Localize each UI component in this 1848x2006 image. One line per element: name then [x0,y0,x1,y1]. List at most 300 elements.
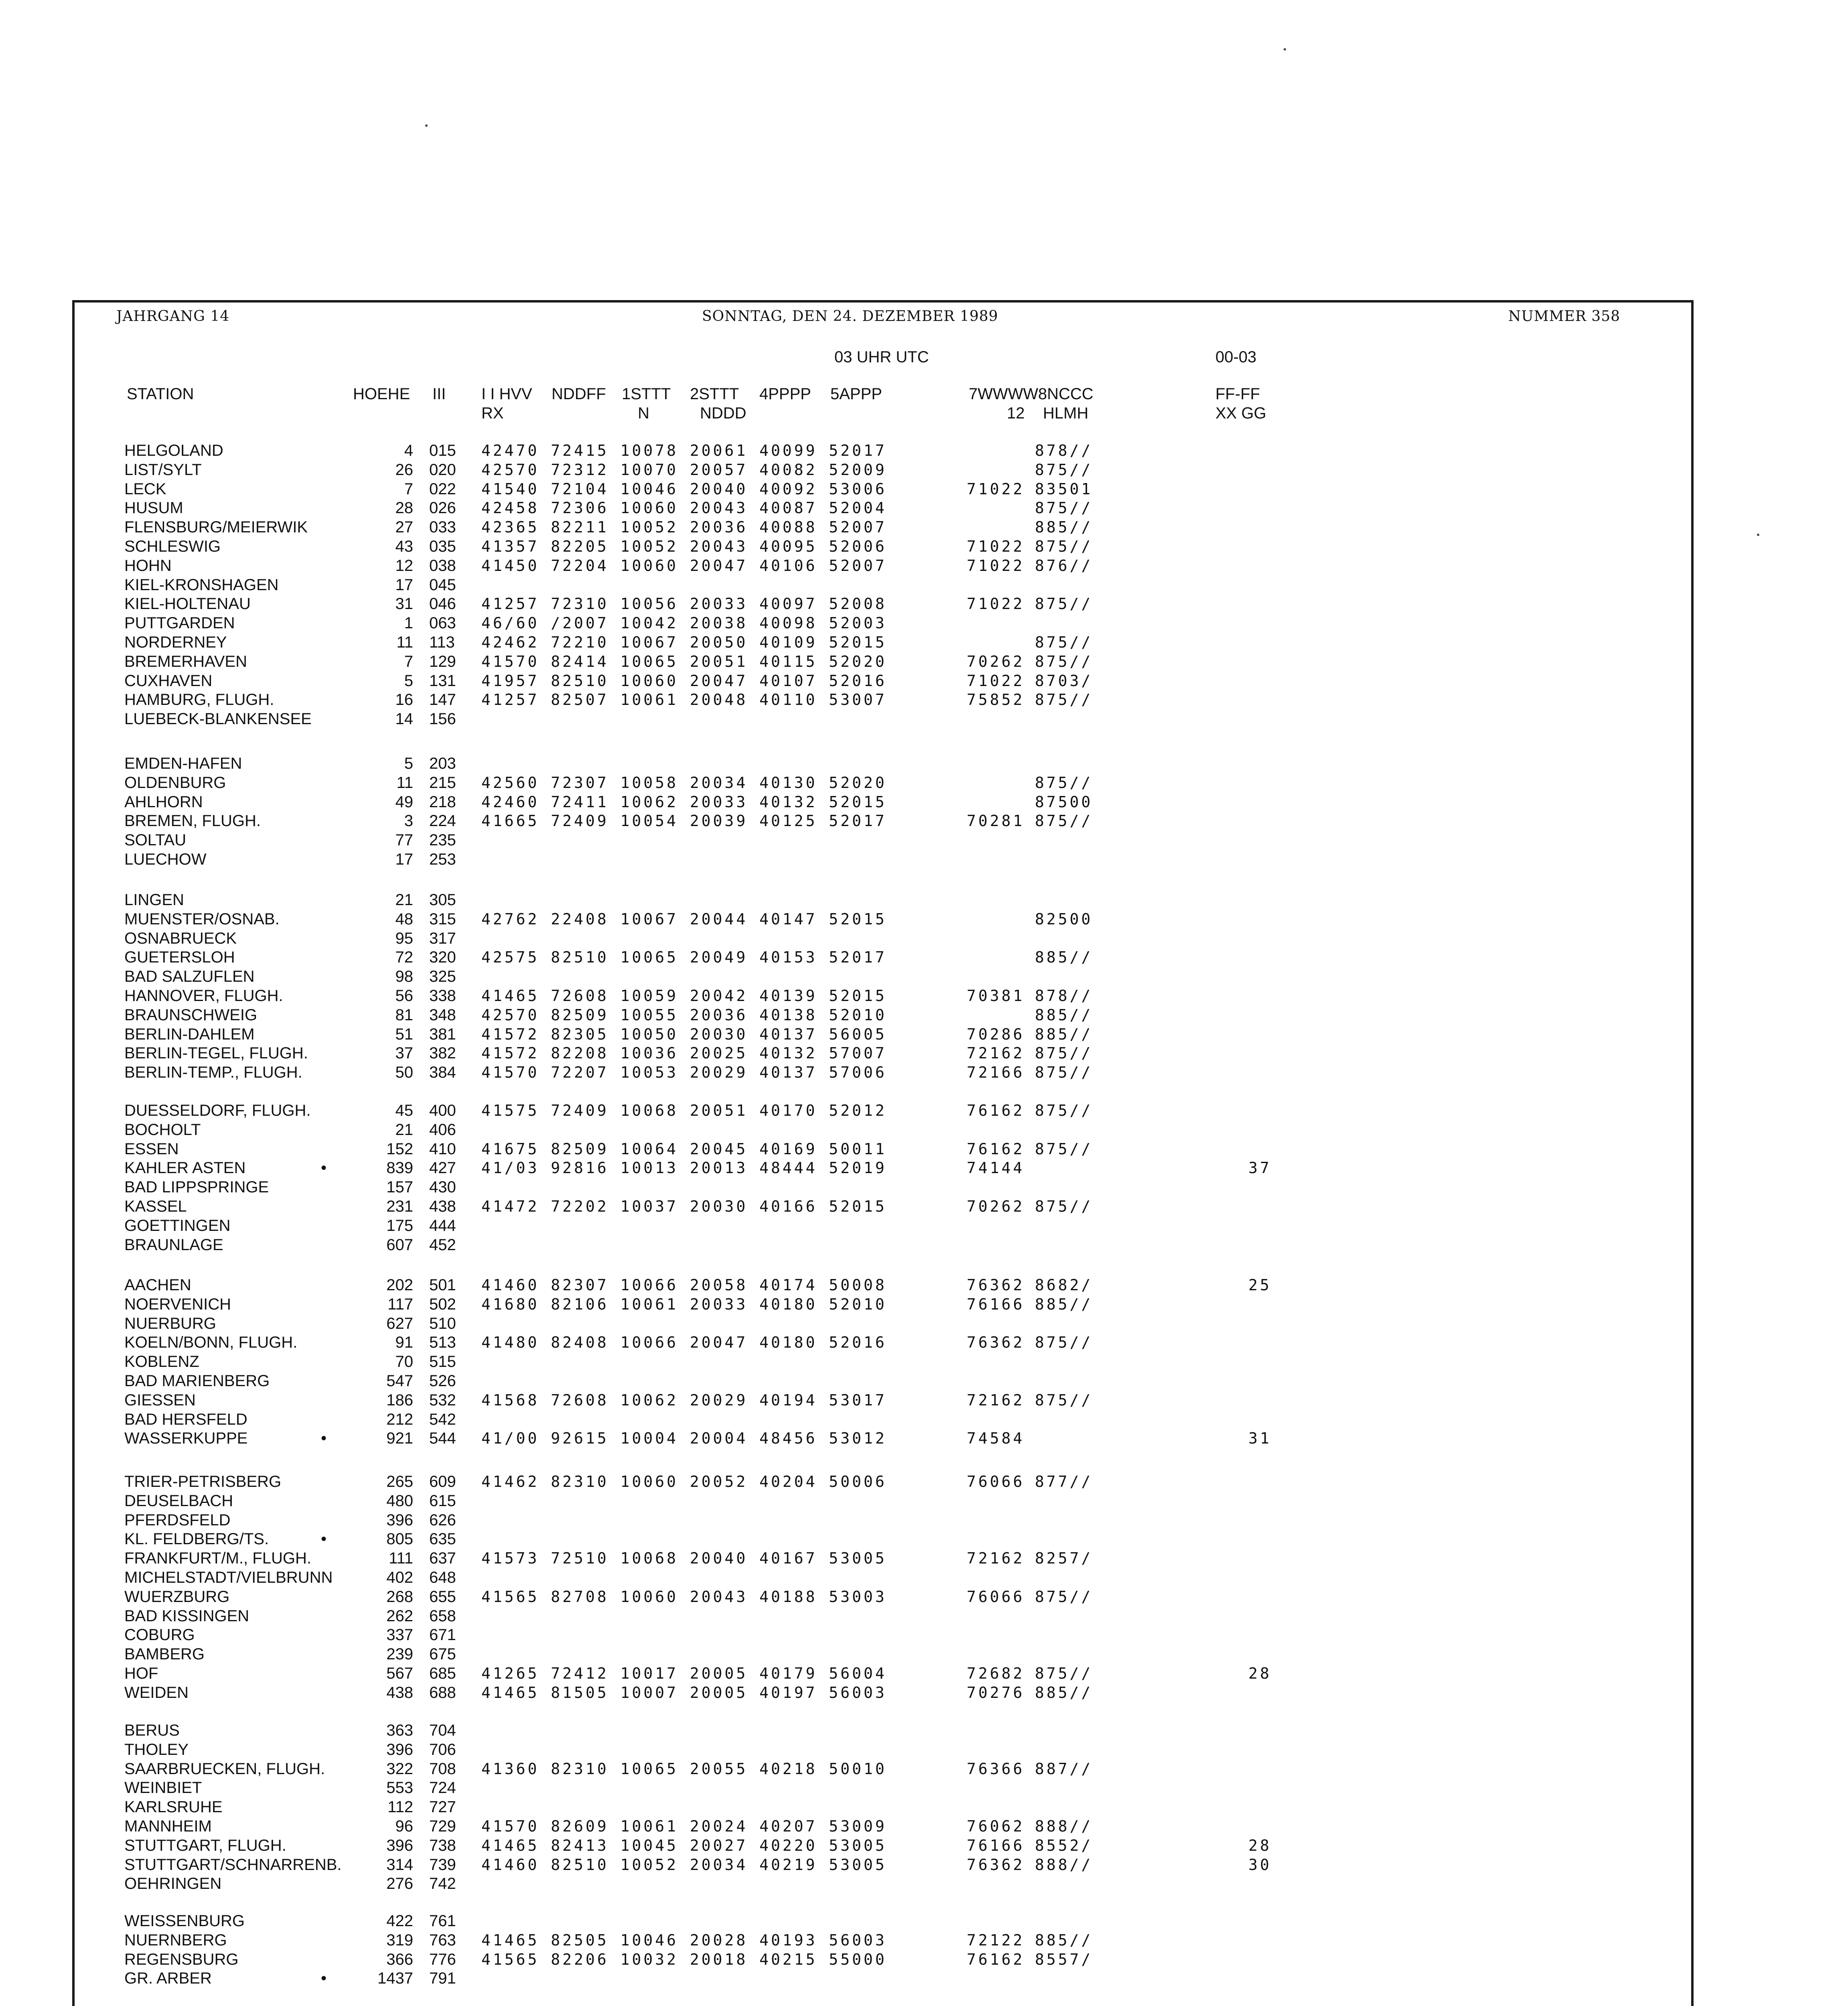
station-id: 544 [429,1429,456,1447]
mountain-marker: • [321,1429,327,1447]
col-ihvv: I I HVV [481,385,532,403]
station-name: BAD LIPPSPRINGE [124,1178,269,1196]
station-height: 31 [395,595,413,613]
station-id: 156 [429,710,456,728]
col-1sttt: 1STTT [622,385,671,403]
station-id: 791 [429,1969,456,1987]
station-id: 381 [429,1025,456,1043]
cloud-group: 8257/ [1035,1549,1093,1567]
table-row [0,1969,1848,1988]
observation-groups: 41460 82510 10052 20034 40219 53005 [481,1856,887,1874]
station-name: HAMBURG, FLUGH. [124,691,274,709]
date-label: SONNTAG, DEN 24. DEZEMBER 1989 [702,308,998,325]
col-7wwww: 7WWWW [969,385,1039,403]
cloud-group: 887// [1035,1760,1093,1778]
cloud-group: 885// [1035,948,1093,966]
station-name: TRIER-PETRISBERG [124,1473,282,1490]
table-row [0,1372,1848,1390]
station-height: 186 [386,1391,413,1409]
station-id: 382 [429,1044,456,1062]
col-hoehe: HOEHE [353,385,410,403]
table-row [0,1549,1848,1567]
issue-number: NUMMER 358 [1508,308,1621,325]
station-id: 742 [429,1875,456,1892]
station-height: 175 [386,1217,413,1234]
station-height: 96 [395,1817,413,1835]
station-height: 72 [395,948,413,966]
station-id: 320 [429,948,456,966]
observation-groups: 41265 72412 10017 20005 40179 56004 [481,1665,887,1682]
observation-groups: 41570 82414 10065 20051 40115 52020 [481,653,887,670]
station-name: CUXHAVEN [124,672,213,690]
table-row [0,1216,1848,1235]
table-row [0,1429,1848,1448]
station-height: 17 [395,851,413,868]
station-name: KOELN/BONN, FLUGH. [124,1334,298,1351]
weather-group: 76366 [967,1760,1025,1778]
table-row [0,910,1848,928]
station-name: MICHELSTADT/VIELBRUNN [124,1569,333,1586]
station-height: 14 [395,710,413,728]
station-id: 315 [429,910,456,928]
col-5appp: 5APPP [830,385,882,403]
table-row [0,518,1848,536]
observation-groups: 42462 72210 10067 20050 40109 52015 [481,633,887,651]
table-row [0,1568,1848,1587]
weather-group: 74584 [967,1429,1025,1447]
station-height: 3 [404,812,413,830]
station-id: 532 [429,1391,456,1409]
station-name: BAD MARIENBERG [124,1372,270,1390]
cloud-group: 875// [1035,1044,1093,1062]
cloud-group: 875// [1035,538,1093,555]
station-height: 48 [395,910,413,928]
table-row [0,1645,1848,1663]
station-height: 111 [389,1549,413,1567]
observation-groups: 41570 72207 10053 20029 40137 57006 [481,1064,887,1081]
station-id: 045 [429,576,456,594]
station-name: BERLIN-TEMP., FLUGH. [124,1064,302,1081]
station-height: 50 [395,1064,413,1081]
weather-group: 75852 [967,691,1025,709]
table-row [0,1511,1848,1529]
observation-groups: 42762 22408 10067 20044 40147 52015 [481,910,887,928]
cloud-group: 82500 [1035,910,1093,928]
observation-groups: 42570 72312 10070 20057 40082 52009 [481,461,887,479]
station-name: SOLTAU [124,831,187,849]
station-id: 706 [429,1741,456,1758]
mountain-marker: • [321,1159,327,1177]
station-name: HELGOLAND [124,442,223,459]
station-id: 761 [429,1912,456,1930]
mountain-marker: • [321,1530,327,1548]
observation-groups: 41480 82408 10066 20047 40180 52016 [481,1334,887,1351]
station-id: 026 [429,499,456,517]
weather-group: 71022 [967,538,1025,555]
cloud-group: 875// [1035,812,1093,830]
table-row [0,1683,1848,1702]
station-height: 276 [386,1875,413,1892]
table-row [0,1492,1848,1510]
station-id: 729 [429,1817,456,1835]
station-name: WUERZBURG [124,1588,230,1606]
observation-groups: 46/60 /2007 10042 20038 40098 52003 [481,614,887,632]
weather-group: 72122 [967,1931,1025,1949]
station-id: 046 [429,595,456,613]
col-4pppp: 4PPPP [759,385,811,403]
weather-group: 72166 [967,1064,1025,1081]
station-height: 77 [395,831,413,849]
station-name: LUEBECK-BLANKENSEE [124,710,312,728]
station-id: 510 [429,1315,456,1332]
table-row [0,1817,1848,1835]
station-height: 627 [386,1315,413,1332]
observation-groups: 41565 82708 10060 20043 40188 53003 [481,1588,887,1606]
station-name: BAD KISSINGEN [124,1607,250,1625]
main-time-label: 03 UHR UTC [834,348,929,366]
cloud-group: 876// [1035,557,1093,575]
station-id: 542 [429,1411,456,1428]
cloud-group: 875// [1035,1102,1093,1119]
cloud-group: 888// [1035,1817,1093,1835]
station-height: 322 [386,1760,413,1778]
station-id: 384 [429,1064,456,1081]
cloud-group: 888// [1035,1856,1093,1874]
observation-groups: 42560 72307 10058 20034 40130 52020 [481,774,887,792]
cloud-group: 875// [1035,1665,1093,1682]
station-name: DEUSELBACH [124,1492,233,1510]
observation-groups: 41572 82305 10050 20030 40137 56005 [481,1025,887,1043]
observation-groups: 41/03 92816 10013 20013 48444 52019 [481,1159,887,1177]
table-row [0,1530,1848,1548]
table-row [0,1159,1848,1177]
cloud-group: 87500 [1035,793,1093,811]
observation-groups: 41572 82208 10036 20025 40132 57007 [481,1044,887,1062]
station-id: 739 [429,1856,456,1874]
station-id: 658 [429,1607,456,1625]
station-name: LIST/SYLT [124,461,202,479]
col-8nccc-sub: HLMH [1043,404,1089,422]
observation-groups: 41465 81505 10007 20005 40197 56003 [481,1684,887,1701]
station-id: 129 [429,653,456,670]
volume-label: JAHRGANG 14 [116,308,230,325]
table-row [0,614,1848,632]
station-name: BERLIN-TEGEL, FLUGH. [124,1044,308,1062]
weather-group: 74144 [967,1159,1025,1177]
cloud-group: 875// [1035,1140,1093,1158]
station-name: KIEL-KRONSHAGEN [124,576,279,594]
station-name: ESSEN [124,1140,179,1158]
station-height: 319 [386,1931,413,1949]
cloud-group: 8703/ [1035,672,1093,690]
col-nddff: NDDFF [552,385,606,403]
weather-group: 76166 [967,1295,1025,1313]
station-id: 035 [429,538,456,555]
table-row [0,1798,1848,1816]
station-name: HOF [124,1665,158,1682]
table-row [0,1588,1848,1606]
col-7wwww-sub: 12 [1007,404,1025,422]
station-id: 452 [429,1236,456,1254]
weather-group: 76162 [967,1951,1025,1968]
weather-group: 76066 [967,1588,1025,1606]
cloud-group: 875// [1035,1198,1093,1215]
table-row [0,929,1848,948]
observation-groups: 42470 72415 10078 20061 40099 52017 [481,442,887,459]
table-row [0,1626,1848,1644]
station-name: FLENSBURG/MEIERWIK [124,518,308,536]
observation-groups: 41680 82106 10061 20033 40180 52010 [481,1295,887,1313]
station-height: 56 [395,987,413,1005]
station-name: PFERDSFELD [124,1511,231,1529]
station-height: 239 [386,1645,413,1663]
station-id: 708 [429,1760,456,1778]
weather-group: 72162 [967,1044,1025,1062]
station-height: 11 [396,774,413,792]
station-name: LUECHOW [124,851,207,868]
station-height: 1 [404,614,413,632]
station-height: 366 [386,1951,413,1968]
station-height: 438 [386,1684,413,1701]
station-name: BREMERHAVEN [124,653,247,670]
table-row [0,690,1848,709]
observation-groups: 41472 72202 10037 20030 40166 52015 [481,1198,887,1215]
table-row [0,1391,1848,1409]
col-2sttt: 2STTT [690,385,739,403]
table-row [0,754,1848,773]
gust-group: 28 [1248,1837,1272,1854]
station-height: 49 [395,793,413,811]
weather-group: 70262 [967,653,1025,670]
observation-groups: 41257 72310 10056 20033 40097 52008 [481,595,887,613]
station-id: 224 [429,812,456,830]
observation-groups: 41465 72608 10059 20042 40139 52015 [481,987,887,1005]
table-row [0,1121,1848,1139]
weather-group: 76162 [967,1102,1025,1119]
station-id: 515 [429,1353,456,1370]
station-name: LECK [124,480,166,498]
station-height: 7 [404,480,413,498]
observation-groups: 41360 82310 10065 20055 40218 50010 [481,1760,887,1778]
station-height: 480 [386,1492,413,1510]
observation-groups: 41357 82205 10052 20043 40095 52006 [481,538,887,555]
station-name: THOLEY [124,1741,189,1758]
weather-group: 70281 [967,812,1025,830]
table-row [0,1314,1848,1333]
station-height: 51 [395,1025,413,1043]
station-height: 81 [395,1006,413,1024]
weather-group: 70381 [967,987,1025,1005]
station-height: 21 [395,1121,413,1139]
station-id: 685 [429,1665,456,1682]
observation-groups: 41675 82509 10064 20045 40169 50011 [481,1140,887,1158]
table-row [0,1856,1848,1874]
cloud-group: 885// [1035,1684,1093,1701]
station-id: 637 [429,1549,456,1567]
observation-groups: 41465 82505 10046 20028 40193 56003 [481,1931,887,1949]
station-height: 607 [386,1236,413,1254]
station-id: 655 [429,1588,456,1606]
gust-group: 30 [1248,1856,1272,1874]
station-id: 317 [429,930,456,947]
table-row [0,652,1848,671]
table-row [0,1836,1848,1855]
station-height: 547 [386,1372,413,1390]
station-height: 98 [395,968,413,985]
station-name: BRAUNSCHWEIG [124,1006,258,1024]
station-id: 502 [429,1295,456,1313]
observation-groups: 41540 72104 10046 20040 40092 53006 [481,480,887,498]
station-id: 776 [429,1951,456,1968]
station-id: 338 [429,987,456,1005]
station-id: 763 [429,1931,456,1949]
table-row [0,556,1848,575]
station-id: 348 [429,1006,456,1024]
station-id: 430 [429,1178,456,1196]
weather-group: 72162 [967,1549,1025,1567]
station-height: 262 [386,1607,413,1625]
station-id: 218 [429,793,456,811]
station-height: 37 [395,1044,413,1062]
weather-group: 70276 [967,1684,1025,1701]
col-8nccc: 8NCCC [1038,385,1093,403]
station-id: 438 [429,1198,456,1215]
table-row [0,537,1848,556]
weather-group: 76362 [967,1334,1025,1351]
table-row [0,1912,1848,1930]
table-row [0,1472,1848,1491]
table-row [0,1295,1848,1314]
station-height: 363 [386,1722,413,1739]
station-name: OEHRINGEN [124,1875,222,1892]
cloud-group: 875// [1035,774,1093,792]
station-id: 147 [429,691,456,709]
station-name: KASSEL [124,1198,187,1215]
observation-groups: 41957 82510 10060 20047 40107 52016 [481,672,887,690]
station-height: 28 [395,499,413,517]
table-row [0,1236,1848,1254]
table-row [0,831,1848,849]
weather-group: 71022 [967,595,1025,613]
observation-groups: 41568 72608 10062 20029 40194 53017 [481,1391,887,1409]
station-name: BERUS [124,1722,180,1739]
col-ihvv-sub: RX [481,404,504,422]
table-row [0,1664,1848,1683]
table-row [0,1721,1848,1740]
station-height: 314 [386,1856,413,1874]
table-row [0,441,1848,460]
table-row [0,850,1848,869]
station-name: BRAUNLAGE [124,1236,223,1254]
station-name: WASSERKUPPE [124,1429,248,1447]
station-name: AHLHORN [124,793,203,811]
station-height: 396 [386,1511,413,1529]
observation-groups: 41257 82507 10061 20048 40110 53007 [481,691,887,709]
station-height: 268 [386,1588,413,1606]
station-name: BAD HERSFELD [124,1411,247,1428]
station-name: GOETTINGEN [124,1217,231,1234]
gust-group: 37 [1248,1159,1272,1177]
station-name: BOCHOLT [124,1121,201,1139]
station-id: 063 [429,614,456,632]
station-name: MUENSTER/OSNAB. [124,910,280,928]
table-row [0,1101,1848,1120]
table-row [0,1410,1848,1429]
station-height: 17 [395,576,413,594]
station-height: 112 [387,1798,413,1816]
table-row [0,1063,1848,1082]
station-height: 157 [386,1178,413,1196]
cloud-group: 875// [1035,595,1093,613]
table-row [0,967,1848,986]
observation-groups: 42458 72306 10060 20043 40087 52004 [481,499,887,517]
station-height: 117 [387,1295,413,1313]
station-id: 675 [429,1645,456,1663]
station-height: 7 [404,653,413,670]
cloud-group: 875// [1035,1334,1093,1351]
cloud-group: 8552/ [1035,1837,1093,1854]
station-id: 626 [429,1511,456,1529]
station-name: HANNOVER, FLUGH. [124,987,283,1005]
station-id: 427 [429,1159,456,1177]
col-1sttt-sub: N [638,404,649,422]
cloud-group: 885// [1035,1295,1093,1313]
station-height: 396 [386,1837,413,1854]
station-name: AACHEN [124,1276,191,1294]
table-row [0,1197,1848,1216]
station-height: 5 [404,755,413,772]
cloud-group: 877// [1035,1473,1093,1490]
table-row [0,595,1848,613]
station-height: 202 [386,1276,413,1294]
col-ffff: FF-FF [1215,385,1260,403]
table-row [0,672,1848,690]
station-height: 95 [395,930,413,947]
station-height: 16 [395,691,413,709]
station-name: PUTTGARDEN [124,614,235,632]
weather-group: 71022 [967,557,1025,575]
weather-group: 76362 [967,1856,1025,1874]
observation-groups: 42460 72411 10062 20033 40132 52015 [481,793,887,811]
observation-groups: 41575 72409 10068 20051 40170 52012 [481,1102,887,1119]
table-row [0,1950,1848,1969]
station-name: REGENSBURG [124,1951,239,1968]
observation-groups: 42575 82510 10065 20049 40153 52017 [481,948,887,966]
table-row [0,480,1848,498]
station-height: 11 [396,633,413,651]
scan-speck [425,124,428,127]
station-height: 921 [386,1429,413,1447]
cloud-group: 885// [1035,1025,1093,1043]
table-row [0,710,1848,728]
table-row [0,1333,1848,1352]
observation-groups: 41/00 92615 10004 20004 48456 53012 [481,1429,887,1447]
station-height: 4 [404,442,413,459]
station-name: BERLIN-DAHLEM [124,1025,255,1043]
table-row [0,891,1848,909]
station-height: 553 [386,1779,413,1797]
station-id: 015 [429,442,456,459]
cloud-group: 875// [1035,1391,1093,1409]
table-row [0,1178,1848,1196]
station-height: 70 [395,1353,413,1370]
station-name: NUERNBERG [124,1931,227,1949]
station-height: 839 [386,1159,413,1177]
mountain-marker: • [321,1969,327,1987]
station-id: 022 [429,480,456,498]
station-id: 704 [429,1722,456,1739]
station-id: 648 [429,1569,456,1586]
